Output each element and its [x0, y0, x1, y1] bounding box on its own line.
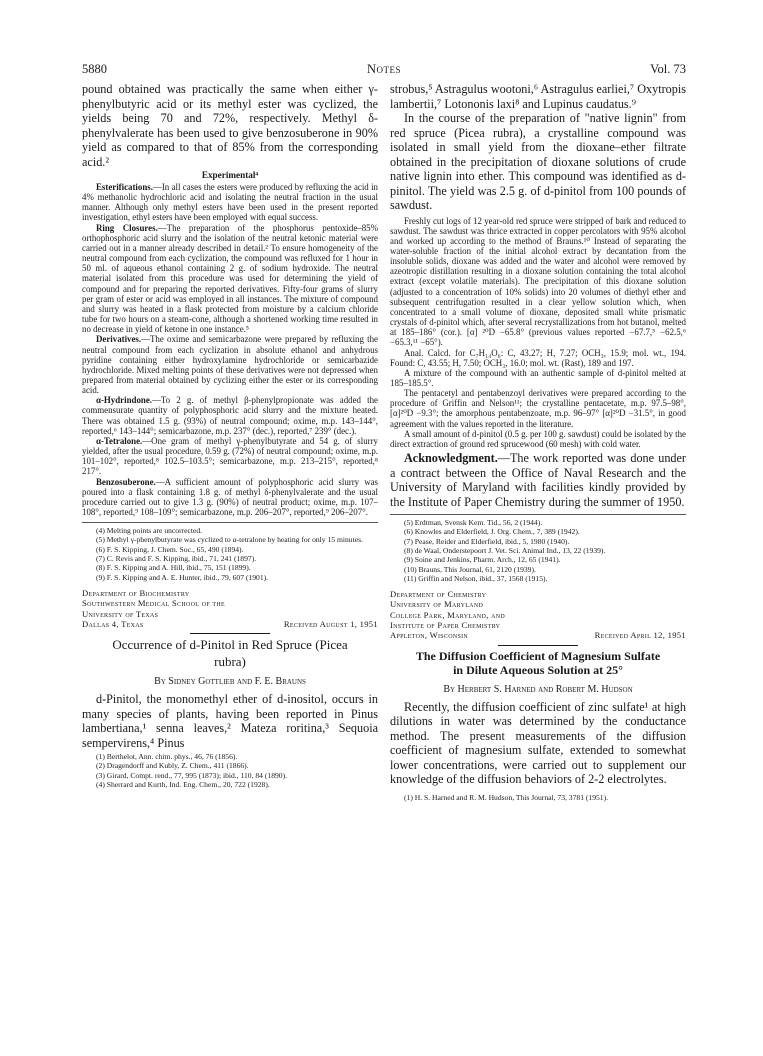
- footnote: (9) Soine and Jenkins, Pharm. Arch., 12, 65 (1941).: [404, 555, 561, 565]
- procedure-paragraph: Freshly cut logs of 12 year-old red spruce were stripped of bark and reduced to sawdust. The sawdust was thrice extracted in copper percolators with 95% alcohol and worked up according to the method of Brauns.¹⁰ Instead of separating the water-soluble fraction of the initial alcohol extract by decantation from the insoluble solids, dioxane was added and the water and alcohol were removed by azeotropic distillation resulting in a dioxane solution containing the total alcohol extract (except volatile materials). The precipitation of this dioxane solution (adjusted to a concentration of 10% solids) into 20 volumes of diethyl ether and subsequent centrifugation resulted in a clear yellow solution which, when concentrated to a small volume of dioxane, deposited small white prismatic crystals of d-pinitol which, after several recrystallizations from hot butanol, melted at 185–186° (cor.). [α] ²⁰D −65.8° (previous values reported −67.7,⁵ −62.5,⁶ −65.3,¹¹ −65°).: [390, 215, 686, 348]
- hydrindone-head: α-Hydrindone.: [96, 395, 152, 406]
- derivatives-head: Derivatives.: [96, 334, 142, 345]
- article-title: Occurrence of d-Pinitol in Red Spruce (Picea: [112, 637, 348, 653]
- acknowledgment-head: Acknowledgment.: [404, 451, 498, 466]
- footnote: (6) Knowles and Elderfield, J. Org. Chem., 7, 389 (1942).: [404, 527, 580, 537]
- article-title-cont: rubra): [214, 654, 246, 670]
- page-header: [82, 62, 686, 78]
- intro-paragraph: pound obtained was practically the same when either γ-phenylbutyric acid or its methyl ester was cyclized, the yields being 70 and 72%, respectively. Methyl δ-phenylvalerate has been used to give benzosuberone in 90% yield as compared to that of 85% from the corresponding acid.²: [82, 82, 378, 169]
- hydrindone-text: —To 2 g. of methyl β-phenylpropionate was added the commensurate quantity of polyphosphoric acid slurry and the mixture heated. There was obtained 1.5 g. (93%) of neutral compound; oxime, m.p. 143–144°, reported,⁶ 143–144°; semicarbazone, m.p. 237° (dec.), reported,⁷ 239° (dec.).: [82, 395, 378, 436]
- footnote-list: [82, 752, 378, 789]
- article-title-cont: in Dilute Aqueous Solution at 25°: [453, 662, 623, 677]
- acknowledgment-paragraph: [390, 451, 686, 509]
- analysis-paragraph: Anal. Calcd. for C₇H₁₄O₆: C, 43.27; H, 7.27; OCH₃, 15.9; mol. wt., 194. Found: C, 43.55; H, 7.50; OCH₃, 16.0; mol. wt. (Rast), 189 and 197.: [390, 347, 686, 368]
- footnote: (5) Erdtman, Svensk Kem. Tid., 56, 2 (1944).: [404, 518, 543, 528]
- affiliation-line: Institute of Paper Chemistry: [390, 620, 501, 631]
- right-column: [390, 82, 686, 802]
- footnote: (4) Sherrard and Kurth, Ind. Eng. Chem., 20, 722 (1928).: [96, 780, 270, 790]
- received-date: Received April 12, 1951: [594, 630, 686, 641]
- footnote: (4) Melting points are uncorrected.: [96, 526, 203, 536]
- affiliation-city-row: [390, 630, 686, 640]
- footnote-rule: [82, 522, 378, 523]
- tetralone-head: α-Tetralone.: [96, 435, 143, 446]
- footnote: (8) de Waal, Onderstepoort J. Vet. Sci. Animal Ind., 13, 22 (1939).: [404, 545, 606, 555]
- esterification-text: —In all cases the esters were produced by refluxing the acid in 4% methanolic hydrochloric acid and isolating the neutral fraction in the usual manner. Although only methyl esters have been used in the present reported investigation, ethyl esters have been employed with equal success.: [82, 182, 378, 223]
- footnote: (6) F. S. Kipping, J. Chem. Soc., 65, 490 (1894).: [96, 544, 244, 554]
- benzosuberone-head: Benzosuberone.: [96, 476, 156, 487]
- footnote: (5) Methyl γ-phenylbutyrate was cyclized to α-tetralone by heating for only 15 minutes.: [96, 535, 363, 545]
- footnote-list: [390, 518, 686, 583]
- affiliation-line: Department of Chemistry: [390, 589, 487, 600]
- footnote: (9) F. S. Kipping and A. E. Hunter, ibid., 79, 607 (1901).: [96, 572, 269, 582]
- ring-closures-head: Ring Closures.: [96, 222, 158, 233]
- footnote-rule: [390, 514, 686, 515]
- derivatives-paragraph: [82, 334, 378, 395]
- footnote: (1) Berthelot, Ann. chim. phys., 46, 76 (1856).: [96, 752, 238, 762]
- tetralone-paragraph: [82, 436, 378, 477]
- affiliation-line: College Park, Maryland, and: [390, 609, 505, 620]
- article-intro: Recently, the diffusion coefficient of zinc sulfate¹ at high dilutions in water was determined by the conductance method. The present measurements of the diffusion coefficient of magnesium sulfate, extended to somewhat lower concentrations, were carried out to supplement our knowledge of the diffusion behaviors of 2-2 electrolytes.: [390, 699, 686, 787]
- footnote: (2) Dragendorff and Kubly, Z. Chem., 411 (1866).: [96, 761, 249, 771]
- experimental-heading: Experimental⁴: [201, 170, 259, 180]
- article-byline: By Sidney Gottlieb and F. E. Brauns: [154, 676, 306, 688]
- ring-closures-paragraph: [82, 223, 378, 335]
- affiliation-line: Department of Biochemistry: [82, 587, 190, 598]
- footnote: (11) Griffin and Nelson, ibid., 37, 1568 (1915).: [404, 573, 548, 583]
- extraction-paragraph: A small amount of d-pinitol (0.5 g. per 100 g. sawdust) could be isolated by the direct extraction of ground red sprucewood (60 mesh) with cold water.: [390, 428, 686, 449]
- affiliation-line: University of Maryland: [390, 599, 484, 610]
- article-intro: d-Pinitol, the monomethyl ether of d-inositol, occurs in many species of plants, having been reported in Pinus lambertiana,¹ senna leaves,² Mateza roritina,³ Sequoia sempervirens,⁴ Pinus: [82, 692, 378, 750]
- article-separator: [498, 645, 578, 646]
- page-number: 5880: [82, 62, 107, 76]
- article-byline: By Herbert S. Harned and Robert M. Hudson: [443, 683, 633, 695]
- tetralone-text: —One gram of methyl γ-phenylbutyrate and 54 g. of slurry yielded, after the usual procedure, 0.59 g. (72%) of neutral compound; oxime, m.p. 101–102°, reported,⁸ 102.5–103.5°; semicarbazone, m.p. 213–215°, reported,⁸ 217°.: [82, 435, 378, 477]
- affiliation-city: Appleton, Wisconsin: [390, 630, 469, 641]
- volume-label: Vol. 73: [650, 62, 686, 76]
- benzosuberone-paragraph: [82, 477, 378, 518]
- received-date: Received August 1, 1951: [283, 618, 378, 629]
- footnote: (8) F. S. Kipping and A. Hill, ibid., 75, 151 (1899).: [96, 563, 251, 573]
- left-column: [82, 82, 378, 789]
- footnote: (3) Girard, Compt. rend., 77, 995 (1873); ibid., 110, 84 (1890).: [96, 770, 288, 780]
- species-paragraph: strobus,⁵ Astragulus wootoni,⁶ Astragulus earliei,⁷ Oxytropis lambertii,⁷ Lotononis laxi⁸ and Lupinus caudatus.⁹: [390, 82, 686, 111]
- mixture-paragraph: A mixture of the compound with an authentic sample of d-pinitol melted at 185–185.5°.: [390, 367, 686, 388]
- ring-closures-text: —The preparation of the phosphorus pentoxide–85% orthophosphoric acid slurry and the isolation of the neutral ketonic material were carried out in a manner already described in detail.² To ensure homogeneity of the neutral compound from each cyclization, the compound was refluxed for 1 hour in 50 ml. of aqueous ethanol containing 2 g. of sodium hydroxide. The neutral material isolated from this procedure was used for determining the yield of compound and for preparing the reported derivatives. Fifty-four grams of slurry per gram of ester or acid was employed in all instances. The mixture of compound and slurry was heated in a flask protected from moisture by a calcium chloride tube for two hours on a steam-cone, although a shortened working time resulted in no decrease in yield of ketone in one instance.⁵: [82, 222, 378, 335]
- footnote: (1) H. S. Harned and R. M. Hudson, This Journal, 73, 3781 (1951).: [404, 792, 609, 802]
- lignin-paragraph: In the course of the preparation of "native lignin" from red spruce (Picea rubra), a crystalline compound was isolated in small yield from the dioxane–ether filtrate obtained in the precipitation of dioxane solutions of crude native lignin into ether. This compound was identified as d-pinitol. The yield was 2.5 g. of d-pinitol from 100 pounds of sawdust.: [390, 111, 686, 212]
- footnote: (7) Pease, Reider and Elderfield, ibid., 5, 1980 (1940).: [404, 536, 570, 546]
- esterification-paragraph: [82, 182, 378, 223]
- esterification-head: Esterifications.: [96, 182, 153, 192]
- running-head: Notes: [366, 62, 402, 76]
- derivatives-text: —The oxime and semicarbazone were prepared by refluxing the neutral compound from each cyclization in absolute ethanol and anhydrous pyridine containing either hydroxylamine hydrochloride or semicarbazide hydrochloride. Mixed melting points of these derivatives were not depressed when prepared from material obtained by cyclizing either the ester or its corresponding acid.: [82, 334, 378, 396]
- article-separator: [190, 633, 270, 634]
- footnote: (7) C. Revis and F. S. Kipping, ibid., 71, 241 (1897).: [96, 554, 257, 564]
- footnote-list: [82, 526, 378, 582]
- affiliation-line: University of Texas: [82, 608, 159, 619]
- affiliation-city-row: [82, 619, 378, 629]
- footnote: (10) Brauns, This Journal, 61, 2120 (1939).: [404, 564, 536, 574]
- article-title: The Diffusion Coefficient of Magnesium Sulfate: [415, 648, 661, 663]
- affiliation-city: Dallas 4, Texas: [82, 618, 144, 629]
- acknowledgment-text: —The work reported was done under a contract between the Office of Naval Research and the University of Maryland with facilities kindly provided by the Institute of Paper Chemistry during the summer of 1950.: [390, 451, 686, 509]
- derivatives-paragraph: The pentacetyl and pentabenzoyl derivatives were prepared according to the procedure of Griffin and Nelson¹¹; the crystalline pentacetate, m.p. 97.5–98°, [α]²⁰D −9.3°; the amorphous pentabenzoate, m.p. 96–97° [α]²⁰D −31.5°, in good agreement with the values reported in the literature.: [390, 388, 686, 429]
- affiliation-line: Southwestern Medical School of the: [82, 598, 225, 609]
- hydrindone-paragraph: [82, 395, 378, 436]
- benzosuberone-text: —A sufficient amount of polyphosphoric acid slurry was poured into a flask containing 1.8 g. of methyl δ-phenylvalerate and the usual procedure carried out to give 1.3 g. (90%) of neutral product; oxime, m.p. 107–108°, reported,⁹ 108–109°; semicarbazone, m.p. 206–207°, reported,⁹ 206–207°.: [82, 476, 378, 517]
